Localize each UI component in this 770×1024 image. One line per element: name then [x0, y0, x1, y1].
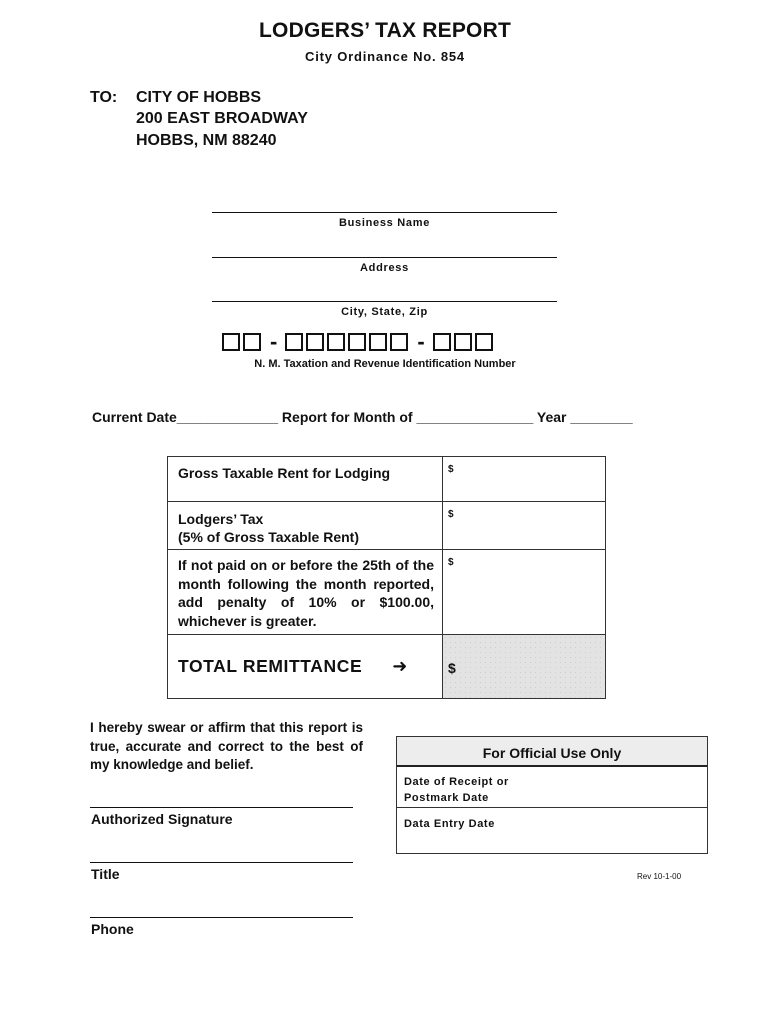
tax-id-digit-box[interactable] — [348, 333, 366, 351]
currency-symbol: $ — [448, 557, 454, 568]
form-subtitle: City Ordinance No. 854 — [305, 49, 465, 64]
remittance-table — [167, 456, 606, 699]
year-field[interactable]: ________ — [570, 409, 633, 425]
receipt-label-line-1: Date of Receipt or — [404, 776, 509, 788]
affirmation-text: I hereby swear or affirm that this report is true, accurate and correct to the best of my knowledge and belief. — [90, 720, 363, 772]
recipient-line-3: HOBBS, NM 88240 — [136, 132, 277, 149]
report-month-field[interactable]: _______________ — [416, 409, 534, 425]
total-remittance-amount-field[interactable] — [443, 635, 605, 698]
city-state-zip-label: City, State, Zip — [341, 306, 428, 318]
receipt-label-line-2: Postmark Date — [404, 791, 489, 804]
address-label: Address — [360, 262, 409, 274]
tax-id-digit-box[interactable] — [433, 333, 451, 351]
recipient-line-2: 200 EAST BROADWAY — [136, 110, 308, 127]
tax-id-label: N. M. Taxation and Revenue Identification Number — [254, 358, 516, 370]
tax-id-digit-box[interactable] — [390, 333, 408, 351]
total-remittance-text: TOTAL REMITTANCE — [178, 656, 363, 676]
lodgers-tax-label-line-2: (5% of Gross Taxable Rent) — [178, 529, 360, 545]
address-line[interactable] — [212, 257, 557, 258]
business-name-label: Business Name — [338, 217, 431, 229]
tax-id-digit-box[interactable] — [285, 333, 303, 351]
revision-note: Rev 10-1-00 — [637, 872, 682, 881]
signature-label: Authorized Signature — [91, 811, 233, 827]
penalty-amount-field[interactable] — [443, 550, 605, 635]
current-date-label: Current Date — [92, 409, 177, 425]
tax-id-digit-box[interactable] — [454, 333, 472, 351]
lodgers-tax-amount-field[interactable] — [443, 502, 605, 550]
currency-symbol: $ — [448, 464, 454, 475]
tax-id-boxes — [222, 329, 496, 355]
total-remittance-label — [168, 635, 443, 698]
phone-label: Phone — [91, 921, 134, 937]
lodgers-tax-label-line-1: Lodgers’ Tax — [178, 511, 264, 527]
report-month-label: Report for Month of — [281, 409, 413, 425]
tax-id-digit-box[interactable] — [243, 333, 261, 351]
tax-id-separator: - — [417, 329, 425, 354]
tax-id-digit-box[interactable] — [327, 333, 345, 351]
currency-symbol: $ — [448, 660, 456, 676]
tax-id-digit-box[interactable] — [306, 333, 324, 351]
signature-line[interactable] — [90, 807, 353, 808]
title-line[interactable] — [90, 862, 353, 863]
gross-rent-label: Gross Taxable Rent for Lodging — [168, 457, 443, 502]
title-label: Title — [91, 866, 120, 882]
report-date-line — [92, 409, 633, 425]
arrow-right-icon: ➜ — [392, 656, 408, 676]
phone-line[interactable] — [90, 917, 353, 918]
tax-id-digit-box[interactable] — [475, 333, 493, 351]
tax-id-digit-box[interactable] — [369, 333, 387, 351]
date-of-receipt-field[interactable] — [397, 767, 707, 808]
data-entry-date-label: Data Entry Date — [404, 818, 495, 830]
official-use-box — [396, 736, 708, 854]
form-title: LODGERS’ TAX REPORT — [259, 19, 511, 42]
penalty-label: If not paid on or before the 25th of the month following the month reported, add penalty of 10% or $100.00, whichever is greater. — [168, 550, 443, 635]
recipient-line-1: CITY OF HOBBS — [136, 89, 262, 106]
lodgers-tax-label — [168, 502, 443, 550]
city-state-zip-line[interactable] — [212, 301, 557, 302]
tax-id-separator: - — [270, 329, 278, 354]
business-name-line[interactable] — [212, 212, 557, 213]
currency-symbol: $ — [448, 509, 454, 520]
year-label: Year — [536, 409, 567, 425]
official-use-heading: For Official Use Only — [397, 737, 707, 767]
data-entry-date-field[interactable] — [397, 808, 707, 830]
to-label: TO: — [90, 89, 118, 106]
tax-id-digit-box[interactable] — [222, 333, 240, 351]
current-date-field[interactable]: _____________ — [176, 409, 279, 425]
gross-rent-amount-field[interactable] — [443, 457, 605, 502]
